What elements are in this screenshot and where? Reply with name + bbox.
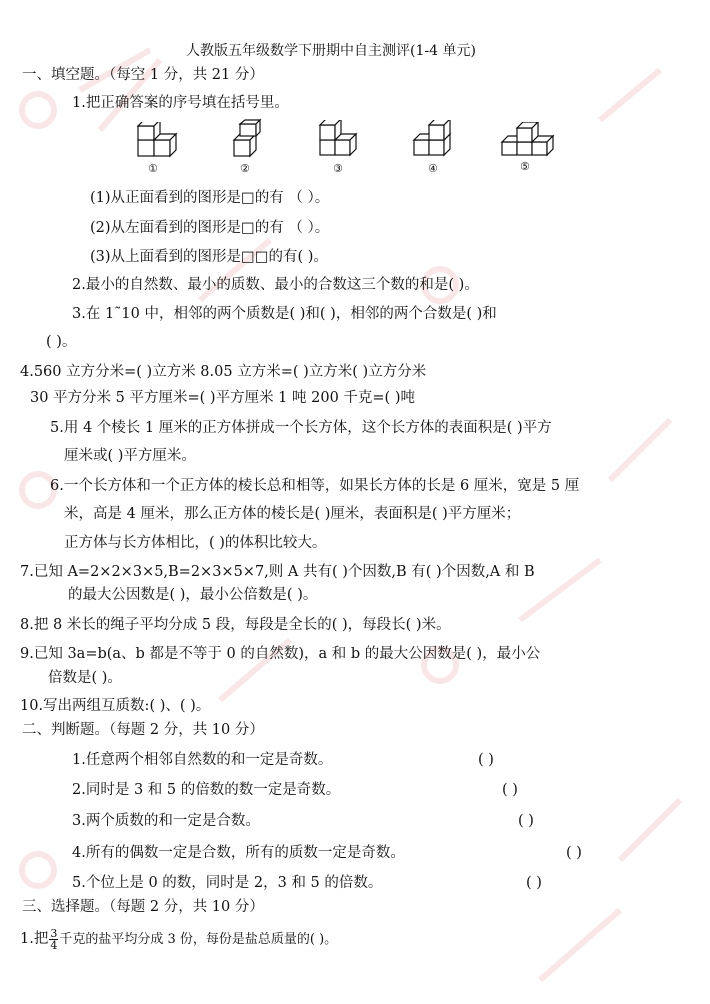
choice-q1 — [20, 924, 337, 954]
q2-text: 2.最小的自然数、最小的质数、最小的合数这三个数的和是( )。 — [72, 277, 479, 293]
fraction-numerator: 3 — [50, 926, 58, 940]
figure-label-1: ① — [148, 162, 158, 175]
q1-sub3: (3)从上面看到的图形是□□的有( )。 — [90, 249, 328, 265]
q5-line2: 厘米或( )平方厘米。 — [64, 448, 196, 464]
q1-sub2: (2)从左面看到的图形是□的有 （ ）。 — [90, 220, 330, 236]
cube-figure-2 — [232, 118, 262, 160]
q4-line1: 4.560 立方分米=( )立方米 8.05 立方米=( )立方米( )立方分米 — [20, 364, 427, 380]
judge-blank-2: ( ) — [502, 782, 518, 798]
q5-line1: 5.用 4 个棱长 1 厘米的正方体拼成一个长方体，这个长方体的表面积是( )平方 — [50, 420, 552, 436]
q10-text: 10.写出两组互质数:( )、( )。 — [20, 698, 211, 714]
section1-heading: 一、填空题。（每空 1 分，共 21 分） — [22, 67, 264, 83]
cube-figure-5 — [500, 122, 562, 160]
q4-line2: 30 平方分米 5 平方厘米=( )平方厘米 1 吨 200 千克=( )吨 — [30, 390, 415, 406]
choice-q1-suffix: 千克的盐平均分成 3 份，每份是盐总质量的( )。 — [59, 932, 338, 947]
q9-line1: 9.已知 3a=b(a、b 都是不等于 0 的自然数)，a 和 b 的最大公因数是( )，最小公 — [20, 646, 541, 662]
q7-line2: 的最大公因数是( )，最小公倍数是( )。 — [68, 587, 318, 603]
fraction-three-quarters — [49, 928, 58, 951]
fraction-denominator: 4 — [50, 938, 58, 952]
judge-blank-3: ( ) — [518, 813, 534, 829]
judge-item-4: 4.所有的偶数一定是合数，所有的质数一定是奇数。 — [72, 845, 405, 861]
q9-line2: 倍数是( )。 — [48, 670, 122, 686]
q1-stem: 1.把正确答案的序号填在括号里。 — [72, 95, 289, 111]
judge-blank-4: ( ) — [566, 845, 582, 861]
judge-item-2: 2.同时是 3 和 5 的倍数的数一定是奇数。 — [72, 782, 341, 798]
section3-heading: 三、选择题。（每题 2 分，共 10 分） — [22, 899, 264, 915]
cube-figure-3 — [318, 120, 366, 160]
q6-line3: 正方体与长方体相比，( )的体积比较大。 — [64, 535, 327, 551]
choice-q1-prefix: 1.把 — [20, 931, 49, 947]
judge-item-5: 5.个位上是 0 的数，同时是 2，3 和 5 的倍数。 — [72, 875, 383, 891]
q8-text: 8.把 8 米长的绳子平均分成 5 段，每段是全长的( )，每段长( )米。 — [20, 617, 451, 633]
figure-label-2: ② — [240, 162, 250, 175]
section2-heading: 二、判断题。（每题 2 分，共 10 分） — [22, 722, 264, 738]
q6-line2: 米，高是 4 厘米，那么正方体的棱长是( )厘米，表面积是( )平方厘米； — [64, 506, 521, 522]
cube-figure-4 — [412, 120, 460, 160]
q3-line2: ( )。 — [46, 334, 77, 350]
judge-item-3: 3.两个质数的和一定是合数。 — [72, 813, 260, 829]
page-title: 人教版五年级数学下册期中自主测评(1-4 单元) — [186, 43, 476, 59]
q3-line1: 3.在 1˜10 中，相邻的两个质数是( )和( )，相邻的两个合数是( )和 — [72, 306, 497, 322]
figure-label-3: ③ — [333, 162, 343, 175]
judge-item-1: 1.任意两个相邻自然数的和一定是奇数。 — [72, 752, 333, 768]
q1-sub1: (1)从正面看到的图形是□的有 （ ）。 — [90, 190, 330, 206]
judge-blank-1: ( ) — [478, 752, 494, 768]
q7-line1: 7.已知 A=2×2×3×5,B=2×3×5×7,则 A 共有( )个因数,B 有( )个因数,A 和 B — [20, 564, 535, 580]
cube-figure-1 — [136, 122, 180, 160]
figure-label-4: ④ — [428, 162, 438, 175]
judge-blank-5: ( ) — [526, 875, 542, 891]
q6-line1: 6.一个长方体和一个正方体的棱长总和相等，如果长方体的长是 6 厘米，宽是 5 厘 — [50, 478, 580, 494]
figure-label-5: ⑤ — [520, 160, 530, 173]
